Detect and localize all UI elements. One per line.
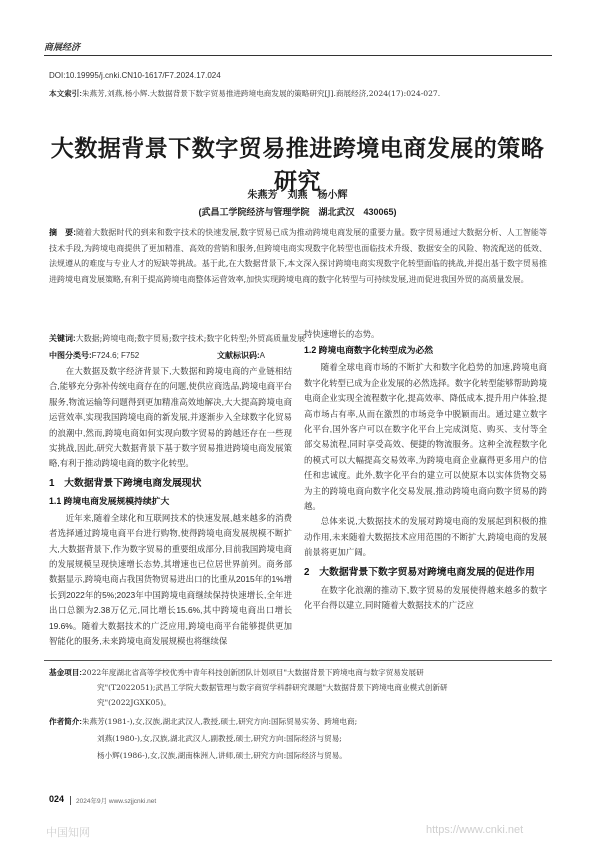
citation-text: 朱燕芳,刘燕,杨小辉.大数据背景下数字贸易推进跨境电商发展的策略研究[J].商展经济,2024(17):024-027.: [81, 89, 441, 98]
footer-info: [76, 796, 156, 805]
body-left-column: [49, 364, 292, 650]
funding-note: [49, 665, 547, 710]
author-bio-1: 朱燕芳(1981-),女,汉族,湖北武汉人,教授,硕士,研究方向:国际贸易实务、跨境电商;: [81, 717, 358, 726]
section-1-2-paragraph-b: 总体来说,大数据技术的发展对跨境电商的发展起到积极的推动作用,未来随着大数据技术应用范围的不断扩大,跨境电商的发展前景将更加广阔。: [304, 516, 547, 558]
funding-line-2: 究"(T2022051);武昌工学院大数据管理与数字商贸学科群研究课题"大数据背景下跨境电商业模式创新研: [97, 683, 448, 692]
watermark-right: https://www.cnki.net: [426, 824, 524, 836]
header-rule: [44, 55, 552, 56]
footnote-rule: [44, 660, 552, 661]
author-bio-3: 杨小辉(1986-),女,汉族,湖南株洲人,讲师,硕士,研究方向:国际经济与贸易。: [97, 751, 347, 760]
doi-line: DOI:10.19995/j.cnki.CN10-1617/F7.2024.17.024: [49, 71, 221, 80]
intro-paragraph: 在大数据及数字经济背景下,大数据和跨境电商的产业链相结合,能够充分弥补传统电商存在的问题,使供应商选品,跨境电商平台服务,物流运输等问题得到更加精准高效地解决,大大提高跨境电商运营效率,实现我国跨境电商的新发展,并逐渐步入全球数字化贸易的浪潮中,然而,跨境电商如何实现向数字贸易的跨越还存在一些现实挑战,因此,研究大数据背景下基于数字贸易推进跨境电商发展策略,有利于推动跨境电商的数字化转型。: [49, 366, 292, 469]
abstract: [49, 225, 547, 287]
footer-issue: 2024年9月: [76, 798, 108, 805]
author-affiliation: (武昌工学院经济与管理学院 湖北武汉 430065): [198, 207, 397, 217]
continued-paragraph: 持快速增长的态势。: [304, 329, 380, 339]
abstract-text: 随着大数据时代的到来和数字技术的快速发展,数字贸易已成为推动跨境电商发展的重要力量。数字贸易通过大数据分析、人工智能等技术手段,为跨境电商提供了更加精准、高效的营销和服务,但跨境电商实现数字化转型也面临技术升级、数据安全的风险、物流配送的低效、法规遵从的难度与专业人才的短缺等挑战。基于此,在大数据背景下,本文深入探讨跨境电商实现数字化转型面临的挑战,并提出基于数字贸易推进跨境电商发展策略,有利于提高跨境电商整体运营效率,加快实现跨境电商的数字化转型与可持续发展,进而促进我国外贸的高质量发展。: [49, 228, 547, 284]
article-title: 大数据背景下数字贸易推进跨境电商发展的策略研究: [50, 135, 545, 195]
section-1-1-heading: 1.1 跨境电商发展规模持续扩大: [49, 495, 170, 506]
section-2-paragraph: 在数字化浪潮的推动下,数字贸易的发展使得越来越多的数字化平台得以建立,同时随着大数据技术的广泛应: [304, 584, 547, 611]
clc-label: 中图分类号:: [49, 351, 92, 360]
section-1-2-paragraph-a: 随着全球电商市场的不断扩大和数字化趋势的加速,跨境电商数字化转型已成为企业发展的必然选择。数字化转型能够帮助跨境电商企业实现全流程数字化,提高效率、降低成本,提升用户体验,提高市场占有率,从而在激烈的市场竞争中脱颖而出。通过建立数字化平台,国外客户可以在数字化平台上完成浏览、购买、支付等全部交易流程,同时享受高效、便捷的物流服务。这种全流程数字化的模式可以大幅提高交易效率,为跨境电商企业赢得更多用户的信任和忠诚度。此外,数字化平台的建立可以使原本以实体货物交易为主的跨境电商向数字化交易发展,推动跨境电商向数字贸易的跨越。: [304, 362, 547, 512]
footer-site: www.szjjcnki.net: [108, 798, 157, 805]
section-1-2-heading: 1.2 跨境电商数字化转型成为必然: [304, 345, 434, 356]
citation-line: [49, 88, 544, 99]
journal-section-label: 商展经济: [44, 43, 81, 53]
abstract-label: 摘 要:: [49, 228, 76, 237]
section-1-1-paragraph: 近年来,随着全球化和互联网技术的快速发展,越来越多的消费者选择通过跨境电商平台进行购物,使得跨境电商发展规模不断扩大,大数据背景下,作为数字贸易的重要组成部分,目前我国跨境电商的发展规模呈现快速增长态势,其增速也已位居世界前列。商务部数据显示,跨境电商占我国货物贸易进出口的比重从2015年的1%增长到2022年的5%;2023年中国跨境电商继续保持快速增长,全年进出口总额为2.38万亿元,同比增长15.6%,其中跨境电商出口增长19.6%。随着大数据技术的广泛应用,跨境电商平台能够提供更加智能化的服务,未来跨境电商发展规模也将继续保: [49, 512, 292, 647]
author-bio-note: [49, 713, 547, 764]
clc-value: F724.6; F752: [91, 351, 140, 360]
section-1-heading: 1 大数据背景下跨境电商发展现状: [49, 477, 202, 489]
page-number: 024: [49, 794, 65, 804]
section-2-heading: 2 大数据背景下数字贸易对跨境电商发展的促进作用: [304, 566, 535, 578]
doc-code-label: 文献标识码:: [217, 351, 260, 360]
citation-label: 本文索引:: [49, 89, 82, 98]
funding-label: 基金项目:: [49, 668, 82, 677]
footer-divider: [70, 796, 71, 805]
keywords-text: 大数据;跨境电商;数字贸易;数字技术;数字化转型;外贸高质量发展: [75, 334, 306, 343]
watermark-left: 中国知网: [46, 827, 90, 839]
body-right-column: [304, 327, 547, 614]
doc-code-value: A: [259, 351, 266, 360]
keywords-label: 关键词:: [49, 334, 76, 343]
funding-line-3: 究"(2022JGXK05)。: [97, 698, 171, 707]
author-bio-label: 作者简介:: [49, 717, 82, 726]
author-bio-2: 刘燕(1980-),女,汉族,湖北武汉人,副教授,硕士,研究方向:国际经济与贸易;: [97, 734, 342, 743]
author-names: 朱燕芳 刘燕 杨小辉: [247, 190, 348, 201]
funding-line-1: 2022年度湖北省高等学校优秀中青年科技创新团队计划项目"大数据背景下跨境电商与数字贸易发展研: [81, 668, 424, 677]
